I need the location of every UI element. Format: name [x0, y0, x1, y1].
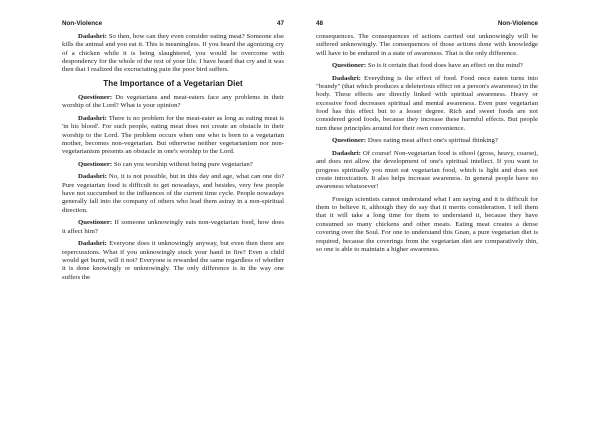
paragraph-text: consequences. The consequences of actions carried out unknowingly will be suffered unknowingly. The consequences of those actions done with knowledge will have to be endured in a state of awareness. That is the only difference.: [316, 33, 538, 57]
right-page-number: 48: [316, 20, 324, 27]
paragraph-text: Does eating meat affect one's spiritual thinking?: [367, 137, 498, 145]
speaker-label: Dadashri:: [332, 74, 361, 82]
speaker-label: Dadashri:: [332, 149, 361, 157]
paragraph-text: So can you worship without being pure vegetarian?: [113, 160, 253, 168]
paragraph: [316, 75, 538, 133]
paragraph: [62, 33, 284, 75]
paragraph: [62, 115, 284, 157]
left-page-body: [62, 33, 284, 282]
paragraph: [62, 94, 284, 111]
speaker-label: Dadashri:: [78, 240, 107, 248]
speaker-label: Questioner:: [78, 219, 113, 227]
speaker-label: Questioner:: [332, 62, 367, 70]
paragraph-text: No, it is not possible, but in this day and age, what can one do? Pure vegetarian food is difficult to get nowadays, and besides, very few people have not succumbed to the influences of the current time cycle. People nowadays generally fall into the company of others who lead them astray in a non-spiritual direction.: [62, 173, 284, 214]
paragraph-text: So then, how can they even consider eating meat? Someone else kills the animal and you eat it. This is meaningless. If you heard the agonizing cry of a chicken while it is being slaughtered, you would be overcome with despondency for the whole of the rest of your life. I have heard that cry and it was then that I realized the excruciating pain the poor bird suffers.: [62, 33, 284, 74]
speaker-label: Questioner:: [78, 94, 113, 102]
paragraph: [316, 33, 538, 58]
paragraph: [62, 161, 284, 169]
section-heading: The Importance of a Vegetarian Diet: [103, 78, 243, 88]
right-page: [300, 0, 600, 423]
speaker-label: Questioner:: [332, 137, 367, 145]
paragraph-text: Of course! Non-vegetarian food is sthool (gross, heavy, coarse), and does not allow the development of one's spiritual intellect. If you want to progress spiritually you must eat vegetarian food, which is light and does not create intoxication. It also helps increase awareness. In general people have no awareness whatsoever!: [316, 149, 539, 191]
paragraph-text: Everyone does it unknowingly anyway, but even then there are repercussions. What if you unknowingly stuck your hand in fire? Even a child would get burnt, will it not? Everyone is rewarded the same regardless of whether it is done knowingly or unknowingly. The only difference is in the way one suffers the: [62, 240, 285, 281]
left-page-number: 47: [276, 20, 284, 27]
left-page-header: [62, 20, 284, 33]
paragraph: [62, 173, 284, 215]
right-page-body: [316, 33, 538, 254]
right-page-header: [316, 20, 538, 33]
paragraph-text: So is it certain that food does have an effect on the mind?: [367, 62, 523, 70]
paragraph-text: If someone unknowingly eats non-vegetarian food, how does it affect him?: [62, 219, 284, 235]
paragraph-text: Do vegetarians and meat-eaters face any problems in their worship of the Lord? What is your opinion?: [62, 94, 285, 110]
left-page-title: Non-Violence: [62, 20, 103, 27]
right-page-title: Non-Violence: [497, 20, 538, 27]
paragraph: [316, 196, 538, 254]
paragraph: [62, 219, 284, 236]
paragraph: [62, 240, 284, 282]
speaker-label: Questioner:: [78, 160, 113, 168]
speaker-label: Dadashri:: [78, 33, 107, 40]
paragraph-text: There is no problem for the meat-eater as long as eating meat is 'in his blood'. For such people, eating meat does not create an obstacle in their worship to the Lord. The problem occurs when one who is born to a vegetarian mother, becomes non-vegetarian. But otherwise neither vegetarianism nor non-vegetarianism presents an obstacle in one's worship to the Lord.: [62, 114, 285, 156]
paragraph: [316, 137, 538, 145]
paragraph: [316, 62, 538, 70]
speaker-label: Dadashri:: [78, 114, 107, 122]
paragraph: [316, 150, 538, 192]
paragraph-text: Foreign scientists cannot understand what I am saying and it is difficult for them to believe it, although they do say that it merits consideration. I tell them that it will take a long time for them to understand it, because they have consumed so many chickens and other meats. Eating meat creates a dense covering over the Soul. For one to understand this Gnan, a pure vegetarian diet is required, because the coverings from the vegetarian diet are comparatively thin, so one is able to maintain a higher awareness.: [316, 195, 538, 253]
speaker-label: Dadashri:: [78, 173, 107, 181]
paragraph-text: Everything is the effect of food. Food once eaten turns into "brandy" (that which produces a deleterious effect on a person's awareness) in the body. These effects are directly linked with spiritual awareness. Heavy or excessive food decreases spiritual and mental awareness. Even pure vegetarian food has this effect but to a lesser degree. Rich and sweet foods are not considered good foods, because they increase these harmful effects. But people turn these principles around for their own convenience.: [316, 74, 539, 132]
